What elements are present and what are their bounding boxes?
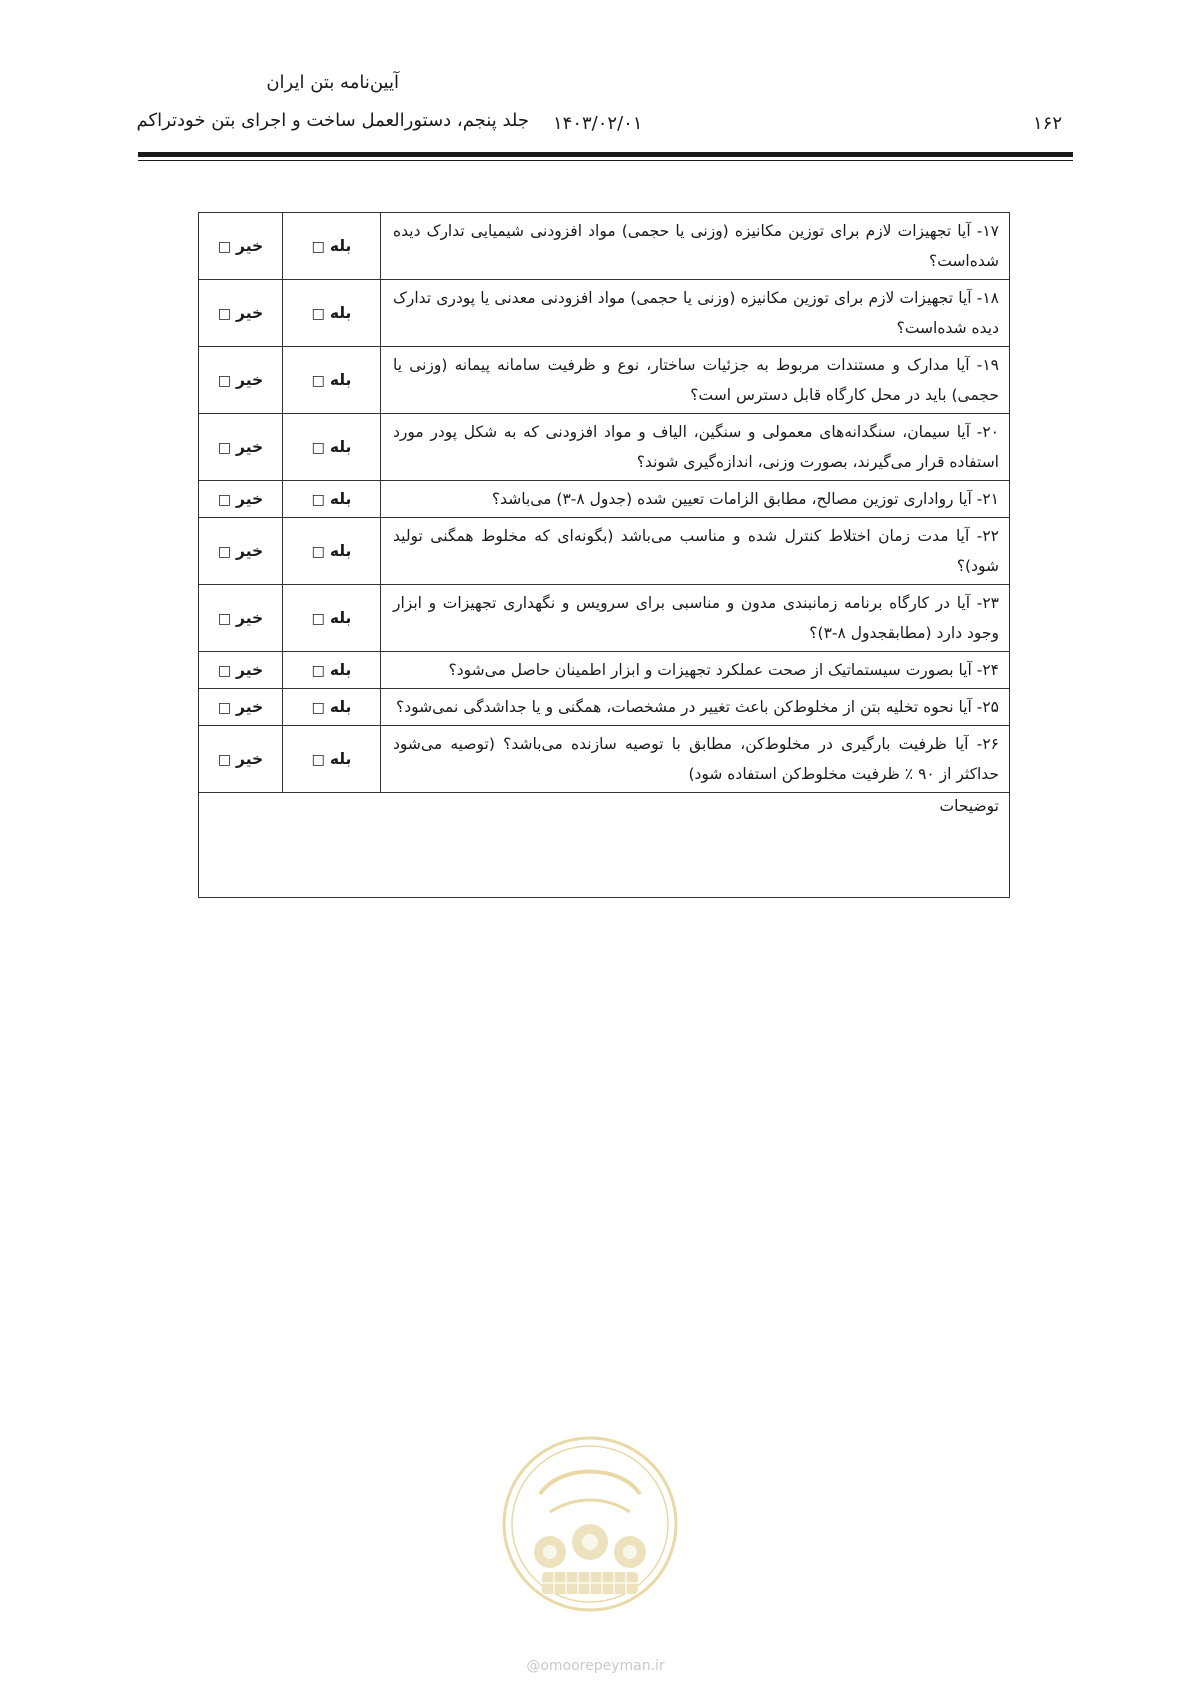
- question-text: ۲۶- آیا ظرفیت بارگیری در مخلوط‌کن، مطابق با توصیه سازنده می‌باشد؟ (توصیه می‌شود حداکثر از ۹۰ ٪ ظرفیت مخلوط‌کن استفاده شود): [381, 726, 1010, 793]
- no-label: خیر: [236, 609, 264, 627]
- checkbox-icon[interactable]: □: [311, 440, 325, 456]
- yes-label: بله: [329, 371, 352, 389]
- omoorepeyman-seal-logo: [500, 1434, 680, 1614]
- checklist-row: [199, 518, 1010, 585]
- page-header: [0, 0, 1191, 170]
- yes-option[interactable]: [283, 726, 381, 793]
- checklist-row: [199, 652, 1010, 689]
- no-option[interactable]: [199, 481, 283, 518]
- no-label: خیر: [236, 371, 264, 389]
- yes-label: بله: [329, 750, 352, 768]
- notes-row: [199, 793, 1010, 898]
- yes-label: بله: [329, 661, 352, 679]
- volume-title: جلد پنجم، دستورالعمل ساخت و اجرای بتن خودتراکم: [136, 110, 529, 131]
- notes-label[interactable]: توضیحات: [199, 793, 1010, 898]
- yes-option[interactable]: [283, 213, 381, 280]
- question-text: ۱۷- آیا تجهیزات لازم برای توزین مکانیزه (وزنی یا حجمی) مواد افزودنی شیمیایی تدارک دیده شده‌است؟: [381, 213, 1010, 280]
- website-watermark: @omoorepeyman.ir: [526, 1658, 665, 1674]
- header-rule-thick: [138, 152, 1073, 157]
- checkbox-icon[interactable]: □: [311, 700, 325, 716]
- header-rule-thin: [138, 160, 1073, 161]
- yes-option[interactable]: [283, 347, 381, 414]
- yes-label: بله: [329, 304, 352, 322]
- book-title: آیین‌نامه بتن ایران: [266, 72, 399, 93]
- yes-label: بله: [329, 237, 352, 255]
- yes-label: بله: [329, 609, 352, 627]
- no-option[interactable]: [199, 518, 283, 585]
- no-label: خیر: [236, 438, 264, 456]
- checklist-row: [199, 414, 1010, 481]
- checkbox-icon[interactable]: □: [311, 611, 325, 627]
- no-label: خیر: [236, 490, 264, 508]
- no-option[interactable]: [199, 652, 283, 689]
- question-text: ۲۲- آیا مدت زمان اختلاط کنترل شده و مناسب می‌باشد (بگونه‌ای که مخلوط همگنی تولید شود)؟: [381, 518, 1010, 585]
- checkbox-icon[interactable]: □: [217, 239, 232, 255]
- checkbox-icon[interactable]: □: [311, 373, 325, 389]
- yes-option[interactable]: [283, 414, 381, 481]
- checkbox-icon[interactable]: □: [311, 663, 325, 679]
- checklist-row: [199, 726, 1010, 793]
- yes-option[interactable]: [283, 652, 381, 689]
- page-number: ۱۶۲: [1033, 113, 1063, 134]
- yes-option[interactable]: [283, 689, 381, 726]
- yes-label: بله: [329, 490, 352, 508]
- yes-label: بله: [329, 698, 352, 716]
- checkbox-icon[interactable]: □: [217, 492, 232, 508]
- question-text: ۲۳- آیا در کارگاه برنامه زمانبندی مدون و مناسبی برای سرویس و نگهداری تجهیزات و ابزار وجود دارد (مطابقجدول ۸-۳)؟: [381, 585, 1010, 652]
- checkbox-icon[interactable]: □: [311, 544, 325, 560]
- no-label: خیر: [236, 661, 264, 679]
- checkbox-icon[interactable]: □: [217, 752, 232, 768]
- yes-label: بله: [329, 438, 352, 456]
- checkbox-icon[interactable]: □: [217, 700, 232, 716]
- question-text: ۲۵- آیا نحوه تخلیه بتن از مخلوط‌کن باعث تغییر در مشخصات، همگنی و یا جداشدگی نمی‌شود؟: [381, 689, 1010, 726]
- yes-option[interactable]: [283, 481, 381, 518]
- checkbox-icon[interactable]: □: [217, 544, 232, 560]
- checkbox-icon[interactable]: □: [311, 306, 325, 322]
- question-text: ۱۹- آیا مدارک و مستندات مربوط به جزئیات ساختار، نوع و ظرفیت سامانه پیمانه (وزنی یا حجمی) باید در محل کارگاه قابل دسترس است؟: [381, 347, 1010, 414]
- checklist-row: [199, 689, 1010, 726]
- no-option[interactable]: [199, 280, 283, 347]
- no-option[interactable]: [199, 414, 283, 481]
- checkbox-icon[interactable]: □: [217, 611, 232, 627]
- no-label: خیر: [236, 304, 264, 322]
- no-option[interactable]: [199, 585, 283, 652]
- checkbox-icon[interactable]: □: [311, 492, 325, 508]
- checklist-row: [199, 280, 1010, 347]
- yes-option[interactable]: [283, 280, 381, 347]
- question-text: ۲۰- آیا سیمان، سنگدانه‌های معمولی و سنگین، الیاف و مواد افزودنی که به شکل پودر مورد استفاده قرار می‌گیرند، بصورت وزنی، اندازه‌گیری شوند؟: [381, 414, 1010, 481]
- checklist-row: [199, 481, 1010, 518]
- no-option[interactable]: [199, 726, 283, 793]
- no-label: خیر: [236, 698, 264, 716]
- no-label: خیر: [236, 542, 264, 560]
- yes-option[interactable]: [283, 585, 381, 652]
- checklist-row: [199, 585, 1010, 652]
- checklist-row: [199, 213, 1010, 280]
- question-text: ۲۴- آیا بصورت سیستماتیک از صحت عملکرد تجهیزات و ابزار اطمینان حاصل می‌شود؟: [381, 652, 1010, 689]
- checkbox-icon[interactable]: □: [311, 239, 325, 255]
- question-text: ۱۸- آیا تجهیزات لازم برای توزین مکانیزه (وزنی یا حجمی) مواد افزودنی معدنی یا پودری تدارک دیده شده‌است؟: [381, 280, 1010, 347]
- yes-label: بله: [329, 542, 352, 560]
- question-text: ۲۱- آیا رواداری توزین مصالح، مطابق الزامات تعیین شده (جدول ۸-۳) می‌باشد؟: [381, 481, 1010, 518]
- no-option[interactable]: [199, 689, 283, 726]
- yes-option[interactable]: [283, 518, 381, 585]
- checklist-row: [199, 347, 1010, 414]
- checkbox-icon[interactable]: □: [217, 663, 232, 679]
- checkbox-icon[interactable]: □: [217, 373, 232, 389]
- no-option[interactable]: [199, 347, 283, 414]
- checkbox-icon[interactable]: □: [217, 440, 232, 456]
- checkbox-icon[interactable]: □: [311, 752, 325, 768]
- checklist-table: [198, 212, 1010, 898]
- checkbox-icon[interactable]: □: [217, 306, 232, 322]
- header-date: ۱۴۰۳/۰۲/۰۱: [553, 113, 643, 134]
- no-label: خیر: [236, 750, 264, 768]
- no-option[interactable]: [199, 213, 283, 280]
- no-label: خیر: [236, 237, 264, 255]
